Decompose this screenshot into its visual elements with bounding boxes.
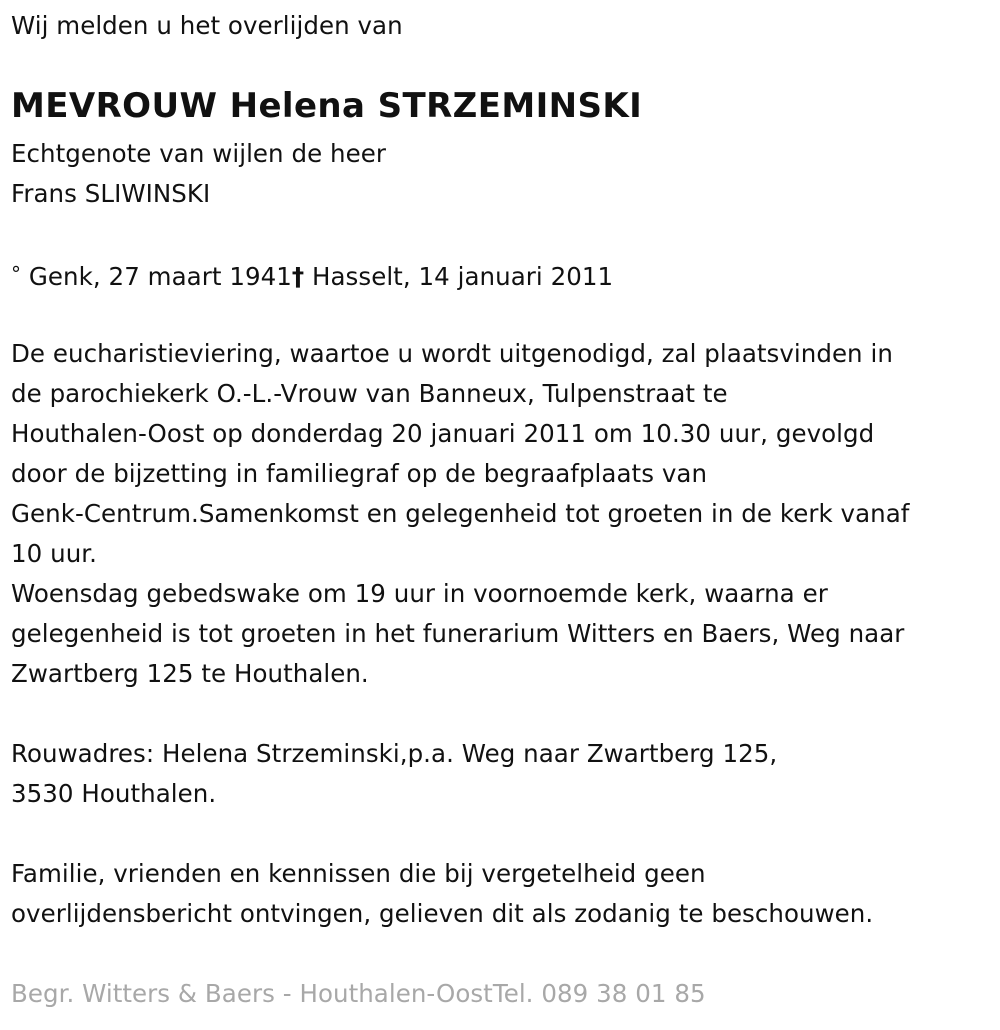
ceremony-line: Genk-Centrum.Samenkomst en gelegenheid tot groeten in de kerk vanaf (11, 499, 910, 528)
family-notice (11, 854, 873, 934)
ceremony-line: Woensdag gebedswake om 19 uur in voornoemde kerk, waarna er (11, 579, 828, 608)
notice-line: Familie, vrienden en kennissen die bij vergetelheid geen (11, 859, 706, 888)
birth-symbol: ° (11, 262, 22, 286)
intro-text: Wij melden u het overlijden van (11, 11, 403, 40)
notice-line: overlijdensbericht ontvingen, gelieven dit als zodanig te beschouwen. (11, 899, 874, 928)
ceremony-line: door de bijzetting in familiegraf op de begraafplaats van (11, 459, 708, 488)
ceremony-line: De eucharistieviering, waartoe u wordt uitgenodigd, zal plaatsvinden in (11, 339, 893, 368)
spouse-name: Frans SLIWINSKI (11, 179, 211, 208)
funeral-home-footer: Begr. Witters & Baers - Houthalen-OostTel. 089 38 01 85 (11, 979, 706, 1008)
deceased-name: MEVROUW Helena STRZEMINSKI (11, 86, 643, 126)
mourning-address (11, 734, 777, 814)
address-line: Rouwadres: Helena Strzeminski,p.a. Weg naar Zwartberg 125, (11, 739, 778, 768)
ceremony-line: Houthalen-Oost op donderdag 20 januari 2011 om 10.30 uur, gevolgd (11, 419, 875, 448)
life-dates (11, 254, 613, 297)
ceremony-line: Zwartberg 125 te Houthalen. (11, 659, 369, 688)
ceremony-line: 10 uur. (11, 539, 97, 568)
ceremony-line: gelegenheid is tot groeten in het funerarium Witters en Baers, Weg naar (11, 619, 905, 648)
address-line: 3530 Houthalen. (11, 779, 217, 808)
ceremony-line: de parochiekerk O.-L.-Vrouw van Banneux, Tulpenstraat te (11, 379, 728, 408)
cross-icon: † (291, 262, 305, 291)
ceremony-paragraph (11, 334, 909, 694)
spouse-line: Echtgenote van wijlen de heer (11, 139, 386, 168)
spouse-block (11, 134, 386, 214)
death-date: Hasselt, 14 januari 2011 (304, 262, 614, 291)
birth-date: Genk, 27 maart 1941 (21, 262, 292, 291)
